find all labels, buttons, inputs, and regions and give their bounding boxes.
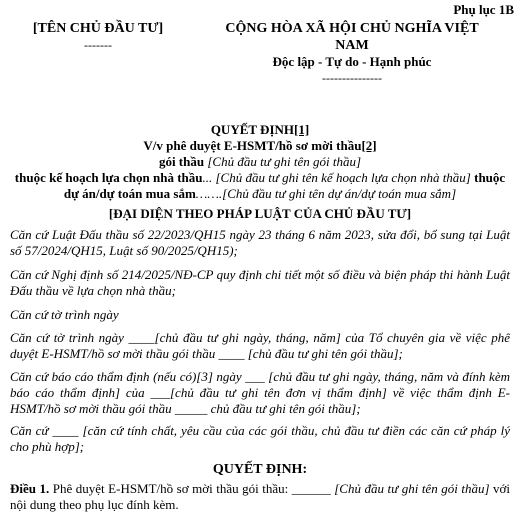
project-label: thuộc dự án/dự toán mua sắm — [63, 170, 506, 201]
package-placeholder: [Chủ đầu tư ghi tên gói thầu] — [207, 154, 362, 169]
project-placeholder: …….[Chủ đầu tư ghi tên dự án/dự toán mua sắm] — [195, 186, 457, 201]
base-2: Căn cứ Nghị định số 214/2025/NĐ-CP quy định chi tiết một số điều và biện pháp thi hành Luật Đấu thầu về lựa chọn nhà thầu; — [10, 267, 510, 298]
article-1-tail: với nội dung theo phụ lục đính kèm. — [10, 481, 511, 512]
appendix-label: Phụ lục 1B — [453, 2, 514, 17]
national-header — [192, 20, 512, 86]
base-6: Căn cứ ____ [căn cứ tính chất, yêu cầu của các gói thầu, chủ đầu tư điền các căn cứ pháp lý cho phù hợp]; — [10, 423, 510, 454]
footnote-ref-2[interactable]: [2] — [361, 138, 377, 153]
republic-line1: CỘNG HÒA XÃ HỘI CHỦ NGHĨA VIỆT — [225, 21, 479, 36]
base-1: Căn cứ Luật Đấu thầu số 22/2023/QH15 ngày 23 tháng 6 năm 2023, sửa đổi, bổ sung tại Luật số 57/2024/QH15, Luật số 90/2025/QH15); — [10, 227, 510, 258]
investor-name: [TÊN CHỦ ĐẦU TƯ] — [32, 21, 164, 36]
decision-subject: V/v phê duyệt E-HSMT/hồ sơ mời thầu — [143, 138, 362, 153]
article-1-label: Điều 1. — [10, 481, 50, 496]
investor-block — [8, 20, 188, 53]
authority-heading: [ĐẠI DIỆN THEO PHÁP LUẬT CỦA CHỦ ĐẦU TƯ] — [108, 206, 412, 221]
motto: Độc lập - Tự do - Hạnh phúc — [272, 54, 432, 69]
footnote-ref-1[interactable]: [1] — [294, 122, 310, 137]
decision-title-block — [6, 122, 514, 202]
plan-placeholder: ... [Chủ đầu tư ghi tên kế hoạch lựa chọn nhà thầu] — [202, 170, 471, 185]
package-label: gói thầu — [158, 154, 208, 169]
decision-title: QUYẾT ĐỊNH — [210, 122, 295, 137]
article-1-placeholder: [Chủ đầu tư ghi tên gói thầu] — [334, 481, 490, 496]
investor-separator: ------- — [84, 38, 112, 52]
motto-separator: --------------- — [322, 71, 382, 85]
base-4: Căn cứ tờ trình ngày ____[chủ đầu tư ghi ngày, tháng, năm] của Tổ chuyên gia về việc phê duyệt E-HSMT/hồ sơ mời thầu gói thầu ____ [chủ đầu tư ghi tên gói thầu]; — [10, 330, 510, 361]
republic-line2: NAM — [335, 38, 369, 53]
article-1 — [10, 481, 510, 513]
base-3: Căn cứ tờ trình ngày — [10, 307, 119, 322]
base-5: Căn cứ báo cáo thẩm định (nếu có)[3] ngày ___ [chủ đầu tư ghi ngày, tháng, năm và đính kèm báo cáo thẩm định] của ___[chủ đầu tư ghi tên đơn vị thẩm định] về việc thẩm định E-HSMT/hồ sơ mời thầu gói thầu _____ chủ đầu tư ghi tên gói thầu]; — [10, 369, 510, 416]
article-1-text: Phê duyệt E-HSMT/hồ sơ mời thầu gói thầu: ______ — [49, 481, 335, 496]
plan-label: thuộc kế hoạch lựa chọn nhà thầu — [14, 170, 203, 185]
decides-heading: QUYẾT ĐỊNH: — [212, 462, 308, 477]
